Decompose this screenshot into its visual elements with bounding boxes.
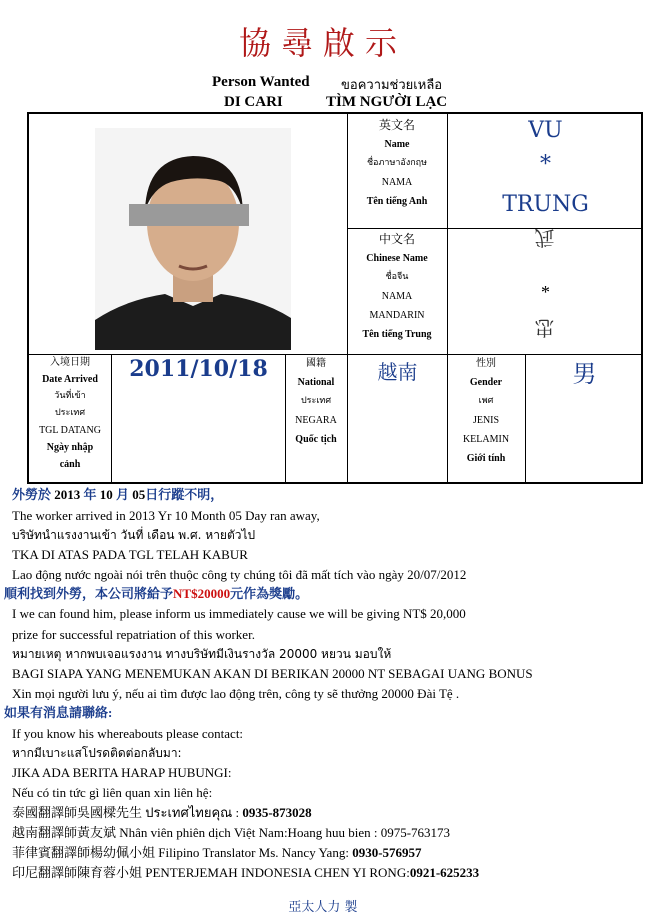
nationality-value: 越南 xyxy=(377,360,418,384)
vn-contact: Nếu có tin tức gì liên quan xin liên hệ: xyxy=(12,785,213,800)
label-nationality-id: NEGARA xyxy=(295,415,337,426)
contact-vietnam-label: 越南翻譯師黃友斌 Nhân viên phiên dịch Việt Nam:Hoang huu bien : xyxy=(12,825,378,840)
label-nationality-zh: 國籍 xyxy=(306,358,326,369)
english-name-last: TRUNG xyxy=(502,192,589,217)
cn-date-suffix: 日行蹤不明， xyxy=(145,487,224,502)
header-vietnamese: TÌM NGƯỜI LẠC xyxy=(326,94,448,110)
label-chinese-name-zh: 中文名 xyxy=(378,232,415,246)
label-nationality-th: ประเทศ xyxy=(300,396,332,406)
contact-vietnam xyxy=(12,823,450,842)
id-arrived: TKA DI ATAS PADA TGL TELAH KABUR xyxy=(12,547,248,562)
label-date-id: TGL DATANG xyxy=(39,425,101,436)
cn-reward-prefix: 順利找到外勞，本公司將給予 xyxy=(4,586,174,601)
cn-missing-date xyxy=(12,485,223,504)
cn-contact: 如果有消息請聯絡: xyxy=(4,705,113,720)
contact-indonesia-label: 印尼翻譯師陳育蓉小姐 PENTERJEMAH INDONESIA CHEN YI RONG: xyxy=(12,865,410,880)
worker-photo xyxy=(95,128,291,350)
en-reward-2: prize for successful repatriation of this worker. xyxy=(12,627,255,642)
id-reward: BAGI SIAPA YANG MENEMUKAN AKAN DI BERIKAN 20000 NT SEBAGAI UANG BONUS xyxy=(12,666,533,681)
cn-month: 10 xyxy=(99,487,113,502)
th-reward: หมายเหตุ หากพบเจอแรงงาน ทางบริษัทมีเงินรางวัล 20000 หยวน มอบให้ xyxy=(12,647,392,661)
contact-filipino-label: 菲律賓翻譯師楊幼佩小姐 Filipino Translator Ms. Nancy Yang: xyxy=(12,845,349,860)
cn-month-unit: 月 xyxy=(116,487,130,502)
notice-title: 協尋啟示 xyxy=(238,24,407,62)
label-english-name-vn: Tên tiếng Anh xyxy=(366,196,428,207)
label-nationality-vn: Quốc tịch xyxy=(295,434,337,445)
vn-reward: Xin mọi người lưu ý, nếu ai tìm được lao động trên, công ty sẽ thưởng 20000 Đài Tệ . xyxy=(12,686,460,701)
en-reward-1: I we can found him, please inform us immediately cause we will be giving NT$ 20,000 xyxy=(12,606,466,621)
label-gender-id-1: JENIS xyxy=(472,415,500,426)
label-date-th-1: วันที่เข้า xyxy=(54,391,86,401)
label-chinese-name-id: NAMA xyxy=(381,291,413,302)
vn-arrived: Lao động nước ngoài nói trên thuộc công ty chúng tôi đã mất tích vào ngày 20/07/2012 xyxy=(12,567,467,582)
header-person-wanted: Person Wanted xyxy=(212,74,310,90)
english-name-labels xyxy=(347,116,447,211)
header-di-cari: DI CARI xyxy=(224,94,283,110)
label-date-en: Date Arrived xyxy=(42,374,98,385)
label-english-name-en: Name xyxy=(384,139,410,150)
cn-year: 2013 xyxy=(54,487,81,502)
cn-day: 05 xyxy=(132,487,146,502)
cn-reward-suffix: 元作為獎勵。 xyxy=(230,586,309,601)
label-chinese-name-en: Chinese Name xyxy=(366,253,428,264)
th-arrived: บริษัทนำแรงงานเข้า วันที่ เดือน พ.ศ. หายตัวไป xyxy=(12,528,256,542)
label-gender-id-2: KELAMIN xyxy=(462,434,510,445)
cn-reward xyxy=(4,584,308,603)
header-thai: ขอความช่วยเหลือ xyxy=(341,78,443,93)
gender-value: 男 xyxy=(572,360,597,388)
label-date-zh: 入境日期 xyxy=(50,357,90,368)
label-nationality-en: National xyxy=(297,377,335,388)
label-english-name-zh: 英文名 xyxy=(378,118,415,132)
chinese-name-last: 忠 xyxy=(534,316,555,338)
chinese-name-first: 武 xyxy=(534,226,555,248)
id-contact: JIKA ADA BERITA HARAP HUBUNGI: xyxy=(12,765,232,780)
label-gender-vn: Giới tính xyxy=(466,453,506,464)
contact-thai xyxy=(12,803,312,822)
contact-thai-phone: 0935-873028 xyxy=(242,805,312,820)
contact-filipino xyxy=(12,843,422,862)
info-table xyxy=(27,112,643,484)
chinese-name-separator: * xyxy=(541,282,550,302)
cn-reward-amount: NT$20000 xyxy=(173,586,231,601)
contact-thai-label: 泰國翻譯師吳國樑先生 ประเทศไทยคุณ : xyxy=(12,805,240,820)
gender-labels xyxy=(447,354,525,468)
label-gender-zh: 性別 xyxy=(476,358,496,369)
label-date-vn-2: cảnh xyxy=(59,459,81,470)
label-chinese-name-mandarin: MANDARIN xyxy=(369,310,425,321)
th-contact: หากมีเบาะแสโปรดติดต่อกลับมา: xyxy=(12,746,182,760)
label-english-name-th: ชื่อภาษาอังกฤษ xyxy=(366,158,428,168)
english-name-separator: * xyxy=(540,152,551,177)
contact-vietnam-phone: 0975-763173 xyxy=(380,825,451,840)
en-arrived: The worker arrived in 2013 Yr 10 Month 05 Day ran away, xyxy=(12,508,320,523)
label-gender-th: เพศ xyxy=(478,396,494,406)
date-arrived-value: 2011/10/18 xyxy=(129,356,268,382)
cn-year-unit: 年 xyxy=(83,487,97,502)
label-english-name-id: NAMA xyxy=(381,177,413,188)
label-chinese-name-vn: Tên tiếng Trung xyxy=(362,329,432,340)
contact-filipino-phone: 0930-576957 xyxy=(352,845,422,860)
label-gender-en: Gender xyxy=(469,377,503,388)
nationality-labels xyxy=(285,354,347,449)
label-date-vn-1: Ngày nhập xyxy=(46,442,94,453)
chinese-name-labels xyxy=(347,230,447,344)
footer-credit: 亞太人力 製 xyxy=(288,900,358,915)
cn-date-prefix: 外勞於 xyxy=(12,487,52,502)
label-date-th-2: ประเทศ xyxy=(54,408,86,418)
contact-indonesia xyxy=(12,863,479,882)
date-arrived-labels xyxy=(29,354,111,473)
label-chinese-name-th: ชื่อจีน xyxy=(385,272,409,282)
english-name-first: VU xyxy=(528,118,563,143)
en-contact: If you know his whereabouts please contact: xyxy=(12,726,244,741)
contact-indonesia-phone: 0921-625233 xyxy=(409,865,480,880)
